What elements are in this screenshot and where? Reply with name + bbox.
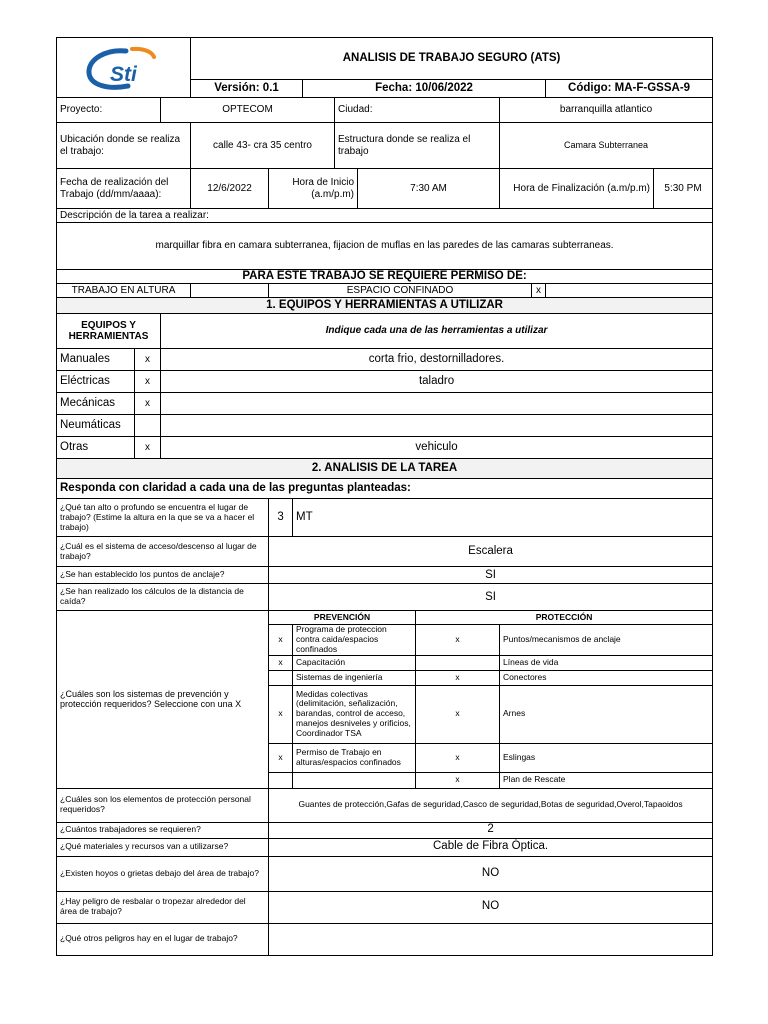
equipo-value: vehiculo — [161, 437, 713, 459]
q-calculos-value: SI — [269, 584, 713, 611]
permiso-confinado-label: ESPACIO CONFINADO — [269, 284, 532, 298]
prevencion-mark — [269, 670, 293, 685]
proteccion-mark: x — [416, 685, 500, 743]
fecha-realizacion-value: 12/6/2022 — [191, 169, 269, 209]
ciudad-value: barranquilla atlantico — [500, 98, 713, 123]
q-acceso: ¿Cuál es el sistema de acceso/descenso al lugar de trabajo? — [57, 537, 269, 567]
proteccion-header: PROTECCIÓN — [416, 611, 713, 625]
permiso-empty — [546, 284, 713, 298]
logo-text: Sti — [109, 62, 137, 86]
q-materiales: ¿Qué materiales y recursos van a utilizarse? — [57, 838, 269, 856]
prevencion-item — [293, 772, 416, 788]
q-sistemas: ¿Cuáles son los sistemas de prevención y protección requeridos? Seleccione con una X — [57, 611, 269, 788]
analisis-subtitle: Responda con claridad a cada una de las preguntas planteadas: — [57, 479, 713, 499]
q-altura-unit: MT — [293, 499, 713, 537]
permiso-altura-mark — [191, 284, 269, 298]
prevencion-mark — [269, 772, 293, 788]
proteccion-mark — [416, 655, 500, 670]
descripcion-value: marquillar fibra en camara subterranea, fijacion de muflas en las paredes de las camaras subterraneas. — [57, 223, 713, 270]
analisis-section-title: 2. ANALISIS DE LA TAREA — [57, 459, 713, 479]
proyecto-label: Proyecto: — [57, 98, 161, 123]
form-title: ANALISIS DE TRABAJO SEGURO (ATS) — [191, 38, 713, 80]
q-acceso-value: Escalera — [269, 537, 713, 567]
prevencion-item: Medidas colectivas (delimitación, señalización, barandas, control de acceso, manejos desniveles y orificios, Coordinador TSA — [293, 685, 416, 743]
permiso-confinado-mark: x — [532, 284, 546, 298]
ats-table — [56, 37, 713, 956]
equipo-value: corta frio, destornilladores. — [161, 349, 713, 371]
q-anclaje: ¿Se han establecido los puntos de anclaje? — [57, 567, 269, 584]
q-hoyos-value: NO — [269, 856, 713, 891]
ubicacion-label: Ubicación donde se realiza el trabajo: — [57, 123, 191, 169]
equipo-label: Otras — [57, 437, 135, 459]
q-otros: ¿Qué otros peligros hay en el lugar de trabajo? — [57, 923, 269, 955]
permiso-title: PARA ESTE TRABAJO SE REQUIERE PERMISO DE: — [57, 270, 713, 284]
equipo-value — [161, 415, 713, 437]
descripcion-label: Descripción de la tarea a realizar: — [57, 209, 713, 223]
q-trabajadores-value: 2 — [269, 822, 713, 838]
estructura-value: Camara Subterranea — [500, 123, 713, 169]
equipo-label: Mecánicas — [57, 393, 135, 415]
proteccion-mark: x — [416, 743, 500, 772]
hora-fin-label: Hora de Finalización (a.m/p.m) — [500, 169, 654, 209]
prevencion-item: Sistemas de ingeniería — [293, 670, 416, 685]
equipo-mark: x — [135, 349, 161, 371]
company-logo — [57, 38, 191, 98]
q-resbalar: ¿Hay peligro de resbalar o tropezar alrededor del área de trabajo? — [57, 891, 269, 923]
proteccion-mark: x — [416, 670, 500, 685]
proyecto-value: OPTECOM — [161, 98, 335, 123]
equipo-value — [161, 393, 713, 415]
proteccion-item: Puntos/mecanismos de anclaje — [500, 625, 713, 655]
version-label: Versión: 0.1 — [191, 80, 303, 98]
q-anclaje-value: SI — [269, 567, 713, 584]
fecha-realizacion-label: Fecha de realización del Trabajo (dd/mm/aaaa): — [57, 169, 191, 209]
equipo-mark: x — [135, 437, 161, 459]
ats-form — [56, 37, 712, 956]
fecha-label: Fecha: 10/06/2022 — [303, 80, 546, 98]
proteccion-item: Conectores — [500, 670, 713, 685]
prevencion-item: Capacitación — [293, 655, 416, 670]
prevencion-mark: x — [269, 743, 293, 772]
estructura-label: Estructura donde se realiza el trabajo — [335, 123, 500, 169]
equipo-mark: x — [135, 371, 161, 393]
equipo-label: Manuales — [57, 349, 135, 371]
q-calculos: ¿Se han realizado los cálculos de la distancia de caída? — [57, 584, 269, 611]
proteccion-item: Plan de Rescate — [500, 772, 713, 788]
proteccion-mark: x — [416, 625, 500, 655]
prevencion-mark: x — [269, 625, 293, 655]
ciudad-label: Ciudad: — [335, 98, 500, 123]
q-hoyos: ¿Existen hoyos o grietas debajo del área de trabajo? — [57, 856, 269, 891]
equipo-label: Eléctricas — [57, 371, 135, 393]
proteccion-item: Eslingas — [500, 743, 713, 772]
ubicacion-value: calle 43- cra 35 centro — [191, 123, 335, 169]
proteccion-mark: x — [416, 772, 500, 788]
equipo-mark: x — [135, 393, 161, 415]
proteccion-item: Líneas de vida — [500, 655, 713, 670]
q-resbalar-value: NO — [269, 891, 713, 923]
q-elementos: ¿Cuáles son los elementos de protección personal requeridos? — [57, 788, 269, 822]
proteccion-item: Arnes — [500, 685, 713, 743]
prevencion-mark: x — [269, 685, 293, 743]
prevencion-header: PREVENCIÓN — [269, 611, 416, 625]
permiso-altura-label: TRABAJO EN ALTURA — [57, 284, 191, 298]
q-otros-value — [269, 923, 713, 955]
equipos-instruction: Indique cada una de las herramientas a utilizar — [161, 314, 713, 349]
prevencion-mark: x — [269, 655, 293, 670]
q-altura-num: 3 — [269, 499, 293, 537]
equipo-mark — [135, 415, 161, 437]
hora-fin-value: 5:30 PM — [654, 169, 713, 209]
q-elementos-value: Guantes de protección,Gafas de seguridad,Casco de seguridad,Botas de seguridad,Overol,Tapaoidos — [269, 788, 713, 822]
q-trabajadores: ¿Cuántos trabajadores se requieren? — [57, 822, 269, 838]
hora-inicio-label: Hora de Inicio (a.m/p.m) — [269, 169, 358, 209]
equipo-value: taladro — [161, 371, 713, 393]
q-materiales-value: Cable de Fibra Óptica. — [269, 838, 713, 856]
prevencion-item: Permiso de Trabajo en alturas/espacios confinados — [293, 743, 416, 772]
equipos-col-header: EQUIPOS Y HERRAMIENTAS — [57, 314, 161, 349]
sti-logo-icon — [76, 43, 172, 93]
prevencion-item: Programa de proteccion contra caida/espacios confinados — [293, 625, 416, 655]
q-altura: ¿Qué tan alto o profundo se encuentra el lugar de trabajo? (Estime la altura en la que se va a hacer el trabajo) — [57, 499, 269, 537]
equipo-label: Neumáticas — [57, 415, 135, 437]
hora-inicio-value: 7:30 AM — [358, 169, 500, 209]
codigo-label: Código: MA-F-GSSA-9 — [546, 80, 713, 98]
equipos-section-title: 1. EQUIPOS Y HERRAMIENTAS A UTILIZAR — [57, 298, 713, 314]
